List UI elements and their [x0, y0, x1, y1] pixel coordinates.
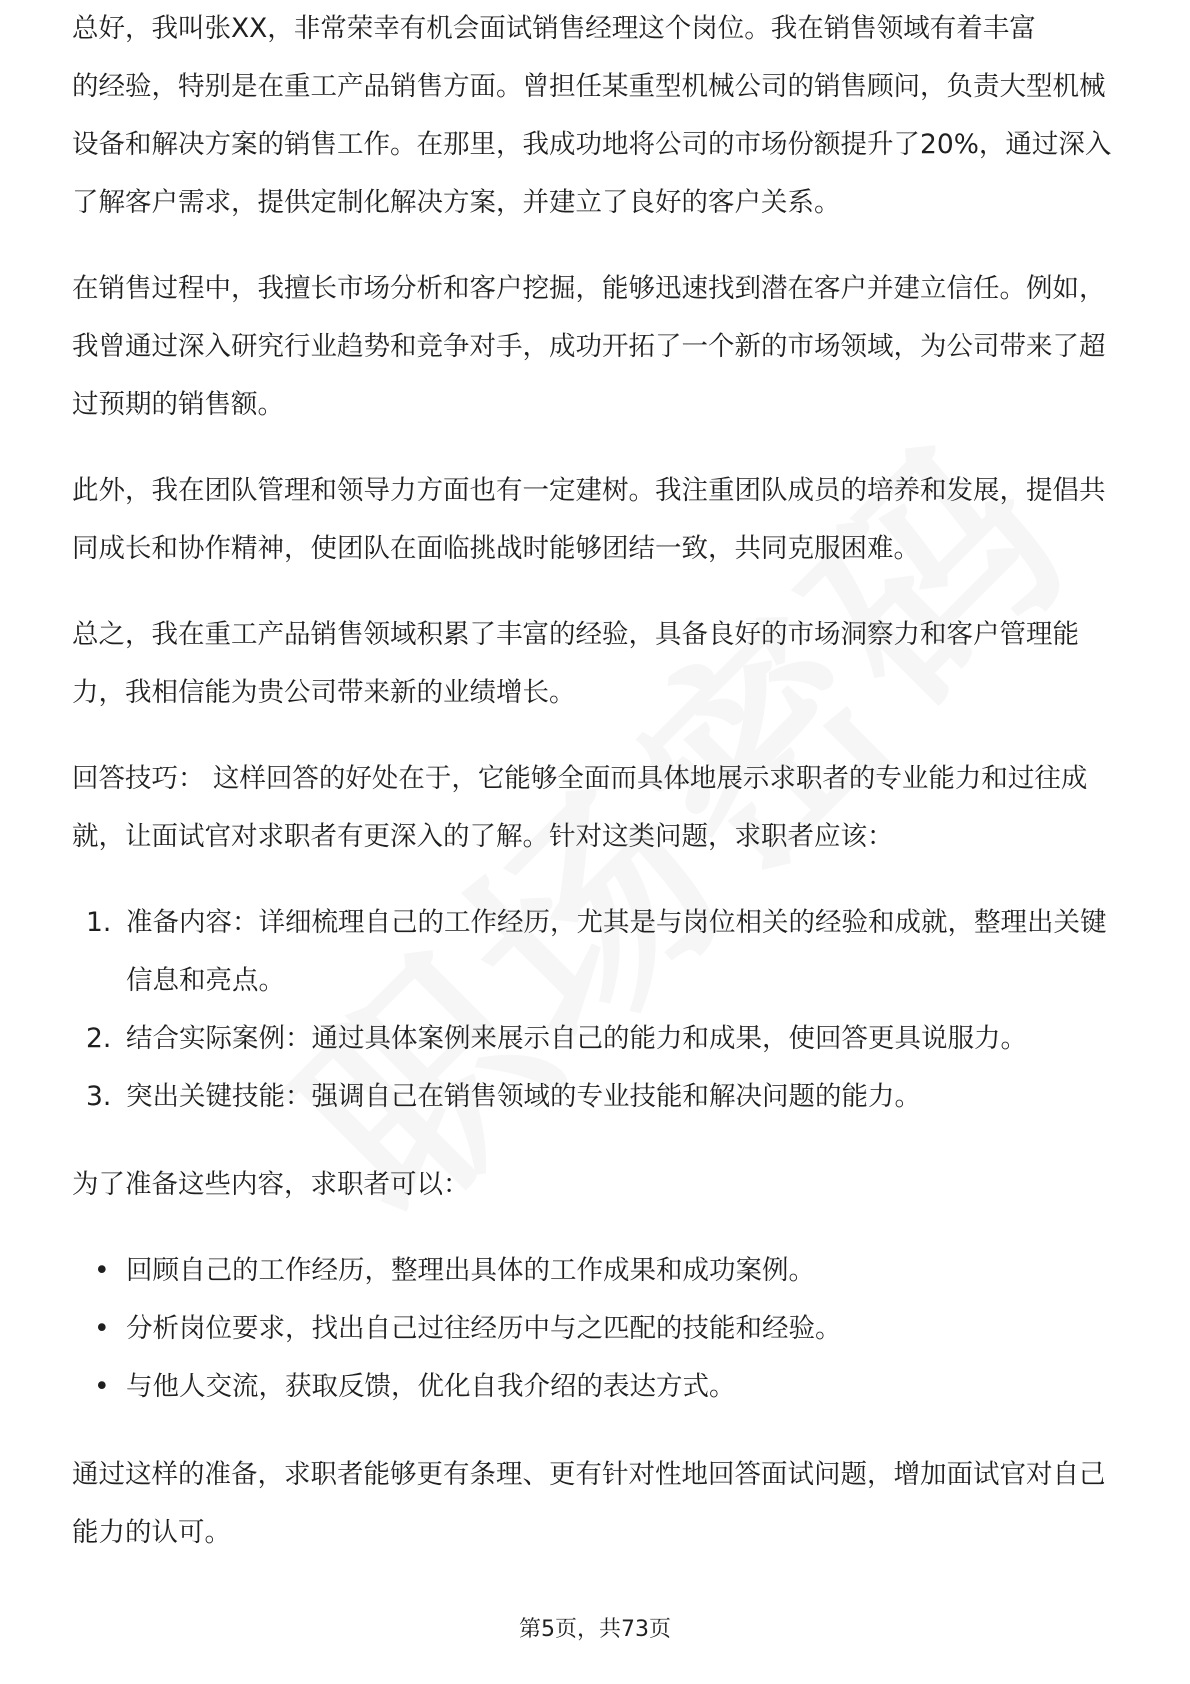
document-body	[72, 13, 1122, 1590]
paragraph-preparation: 为了准备这些内容，求职者可以：	[72, 1169, 470, 1200]
bullet-icon: •	[94, 1371, 110, 1402]
list-item-text: 突出关键技能：强调自己在销售领域的专业技能和解决问题的能力。	[126, 1081, 921, 1112]
paragraph-conclusion: 通过这样的准备，求职者能够更有条理、更有针对性地回答面试问题，增加面试官对自己能力的认可。	[72, 1459, 1106, 1548]
list-item-text: 与他人交流，获取反馈，优化自我介绍的表达方式。	[126, 1371, 736, 1402]
paragraph-answer-tips: 回答技巧： 这样回答的好处在于，它能够全面而具体地展示求职者的专业能力和过往成就，让面试官对求职者有更深入的了解。针对这类问题，求职者应该：	[72, 763, 1088, 852]
list-number: 2.	[86, 1023, 112, 1054]
list-item	[72, 894, 1122, 1010]
bullet-list	[72, 1242, 1122, 1416]
paragraph-experience: 的经验，特别是在重工产品销售方面。曾担任某重型机械公司的销售顾问，负责大型机械设备和解决方案的销售工作。在那里，我成功地将公司的市场份额提升了20%，通过深入了解客户需求，提供定制化解决方案，并建立了良好的客户关系。	[72, 71, 1112, 218]
paragraph-sales-process: 在销售过程中，我擅长市场分析和客户挖掘，能够迅速找到潜在客户并建立信任。例如，我曾通过深入研究行业趋势和竞争对手，成功开拓了一个新的市场领域，为公司带来了超过预期的销售额。	[72, 273, 1106, 420]
list-item-text: 结合实际案例：通过具体案例来展示自己的能力和成果，使回答更具说服力。	[126, 1023, 1027, 1054]
list-item	[72, 1358, 1122, 1416]
list-number: 1.	[86, 907, 112, 938]
list-item-text: 回顾自己的工作经历，整理出具体的工作成果和成功案例。	[126, 1255, 815, 1286]
paragraph-summary: 总之，我在重工产品销售领域积累了丰富的经验，具备良好的市场洞察力和客户管理能力，我相信能为贵公司带来新的业绩增长。	[72, 619, 1079, 708]
list-item	[72, 1068, 1122, 1126]
list-item	[72, 1242, 1122, 1300]
bullet-icon: •	[94, 1255, 110, 1286]
bullet-icon: •	[94, 1313, 110, 1344]
paragraph-intro-cut: 总好，我叫张XX，非常荣幸有机会面试销售经理这个岗位。我在销售领域有着丰富	[72, 13, 1036, 44]
page-number: 第5页，共73页	[519, 1617, 671, 1642]
list-item	[72, 1300, 1122, 1358]
list-item	[72, 1010, 1122, 1068]
numbered-list	[72, 894, 1122, 1126]
paragraph-team-management: 此外，我在团队管理和领导力方面也有一定建树。我注重团队成员的培养和发展，提倡共同成长和协作精神，使团队在面临挑战时能够团结一致，共同克服困难。	[72, 475, 1106, 564]
list-number: 3.	[86, 1081, 112, 1112]
list-item-text: 准备内容：详细梳理自己的工作经历，尤其是与岗位相关的经验和成就，整理出关键信息和亮点。	[126, 907, 1107, 996]
list-item-text: 分析岗位要求，找出自己过往经历中与之匹配的技能和经验。	[126, 1313, 842, 1344]
